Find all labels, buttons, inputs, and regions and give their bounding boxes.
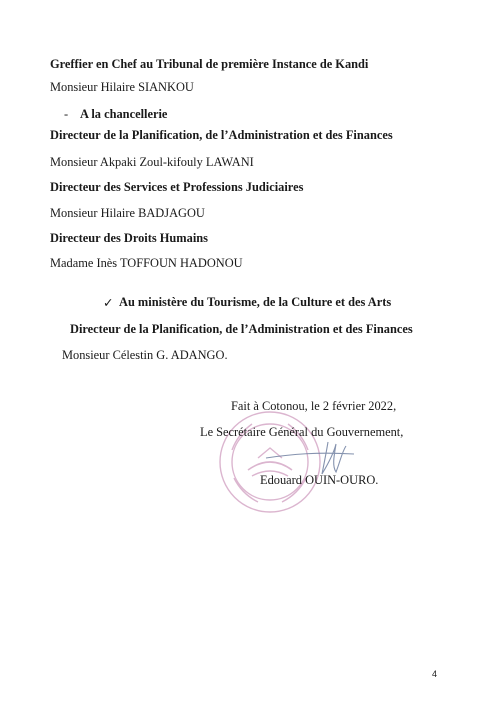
dpaf-name: Monsieur Akpaki Zoul-kifouly LAWANI [50, 155, 254, 169]
signatory-name: Edouard OUIN-OURO. [260, 473, 379, 487]
dspj-name: Monsieur Hilaire BADJAGOU [50, 206, 205, 220]
signatory-title: Le Secrétaire Général du Gouvernement, [200, 425, 404, 439]
ddh-name: Madame Inès TOFFOUN HADONOU [50, 256, 243, 270]
tourisme-dpaf-name: Monsieur Célestin G. ADANGO. [62, 348, 228, 362]
tourisme-dpaf-title: Directeur de la Planification, de l’Administration et des Finances [70, 322, 413, 336]
page-number: 4 [432, 669, 438, 679]
dpaf-title: Directeur de la Planification, de l’Administration et des Finances [50, 128, 393, 142]
chancellerie-bullet: - [64, 107, 69, 121]
ddh-title: Directeur des Droits Humains [50, 231, 208, 245]
greffier-name: Monsieur Hilaire SIANKOU [50, 80, 194, 94]
dspj-title: Directeur des Services et Professions Judiciaires [50, 180, 304, 194]
checkmark-icon: ✓ [103, 296, 114, 310]
greffier-title: Greffier en Chef au Tribunal de première Instance de Kandi [50, 57, 369, 71]
chancellerie-heading: A la chancellerie [80, 107, 168, 121]
tourisme-heading: Au ministère du Tourisme, de la Culture et des Arts [119, 295, 392, 309]
place-date: Fait à Cotonou, le 2 février 2022, [231, 399, 397, 413]
